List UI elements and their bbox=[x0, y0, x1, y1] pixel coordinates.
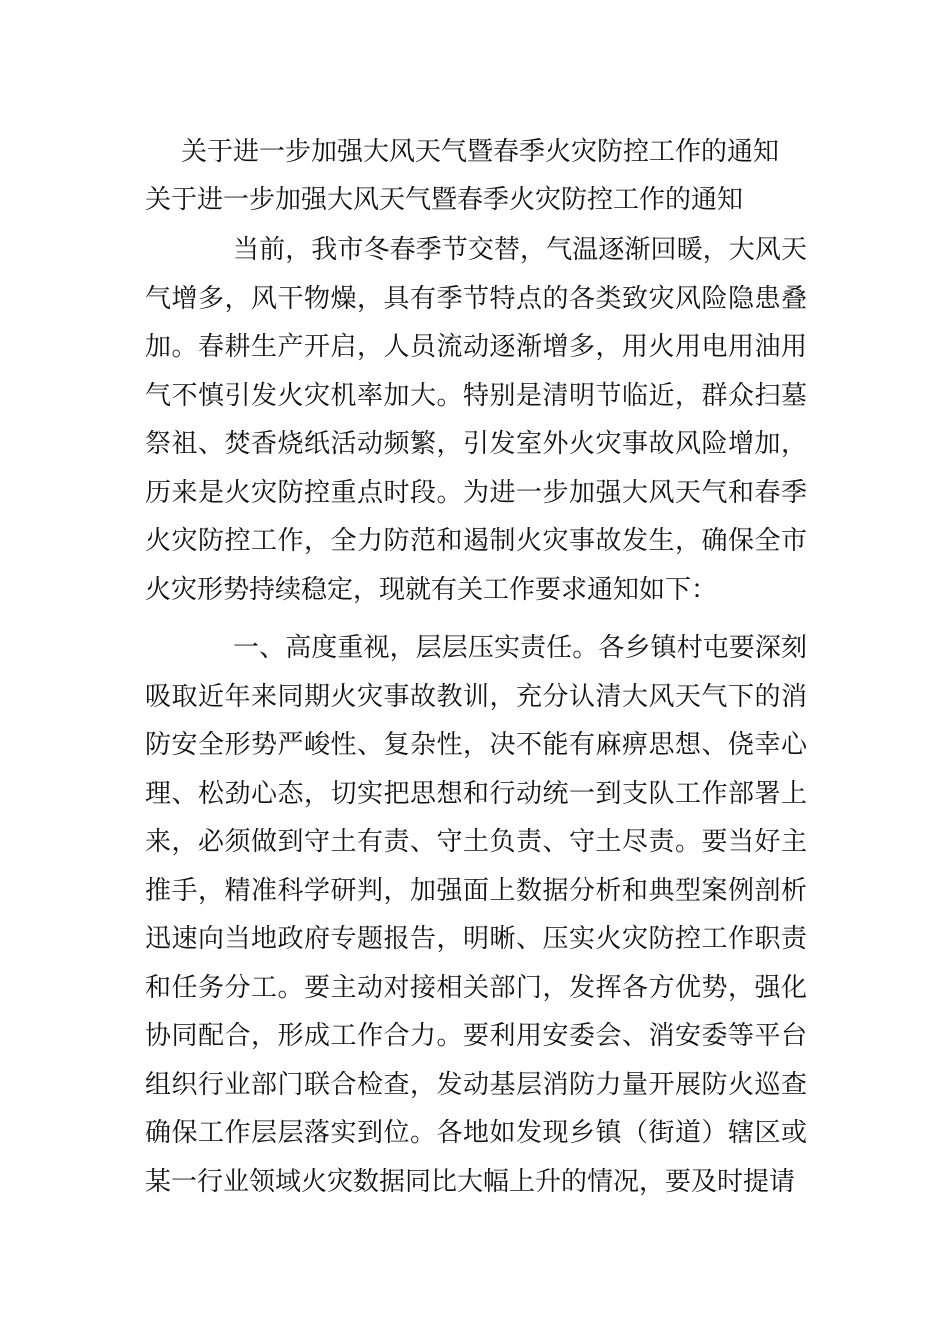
paragraph-intro: 当前，我市冬春季节交替，气温逐渐回暖，大风天气增多，风干物燥，具有季节特点的各类致灾风险隐患叠加。春耕生产开启，人员流动逐渐增多，用火用电用油用气不慎引发火灾机率加大。特别是清明节临近，群众扫墓祭祖、焚香烧纸活动频繁，引发室外火灾事故风险增加，历来是火灾防控重点时段。为进一步加强大风天气和春季火灾防控工作，全力防范和遏制火灾事故发生，确保全市火灾形势持续稳定，现就有关工作要求通知如下： bbox=[145, 235, 807, 605]
document-title: 关于进一步加强大风天气暨春季火灾防控工作的通知 bbox=[181, 137, 780, 167]
section-one-paragraph-block bbox=[145, 624, 807, 1206]
intro-paragraph-block bbox=[145, 226, 807, 614]
paragraph-section-one: 一、高度重视，层层压实责任。各乡镇村屯要深刻吸取近年来同期火灾事故教训，充分认清大风天气下的消防安全形势严峻性、复杂性，决不能有麻痹思想、侥幸心理、松劲心态，切实把思想和行动统一到支队工作部署上来，必须做到守土有责、守土负责、守土尽责。要当好主推手，精准科学研判，加强面上数据分析和典型案例剖析迅速向当地政府专题报告，明晰、压实火灾防控工作职责和任务分工。要主动对接相关部门，发挥各方优势，强化协同配合，形成工作合力。要利用安委会、消安委等平台组织行业部门联合检查，发动基层消防力量开展防火巡查确保工作层层落实到位。各地如发现乡镇（街道）辖区或某一行业领域火灾数据同比大幅上升的情况，要及时提请 bbox=[145, 633, 807, 1197]
document-subtitle: 关于进一步加强大风天气暨春季火灾防控工作的通知 bbox=[145, 185, 744, 215]
